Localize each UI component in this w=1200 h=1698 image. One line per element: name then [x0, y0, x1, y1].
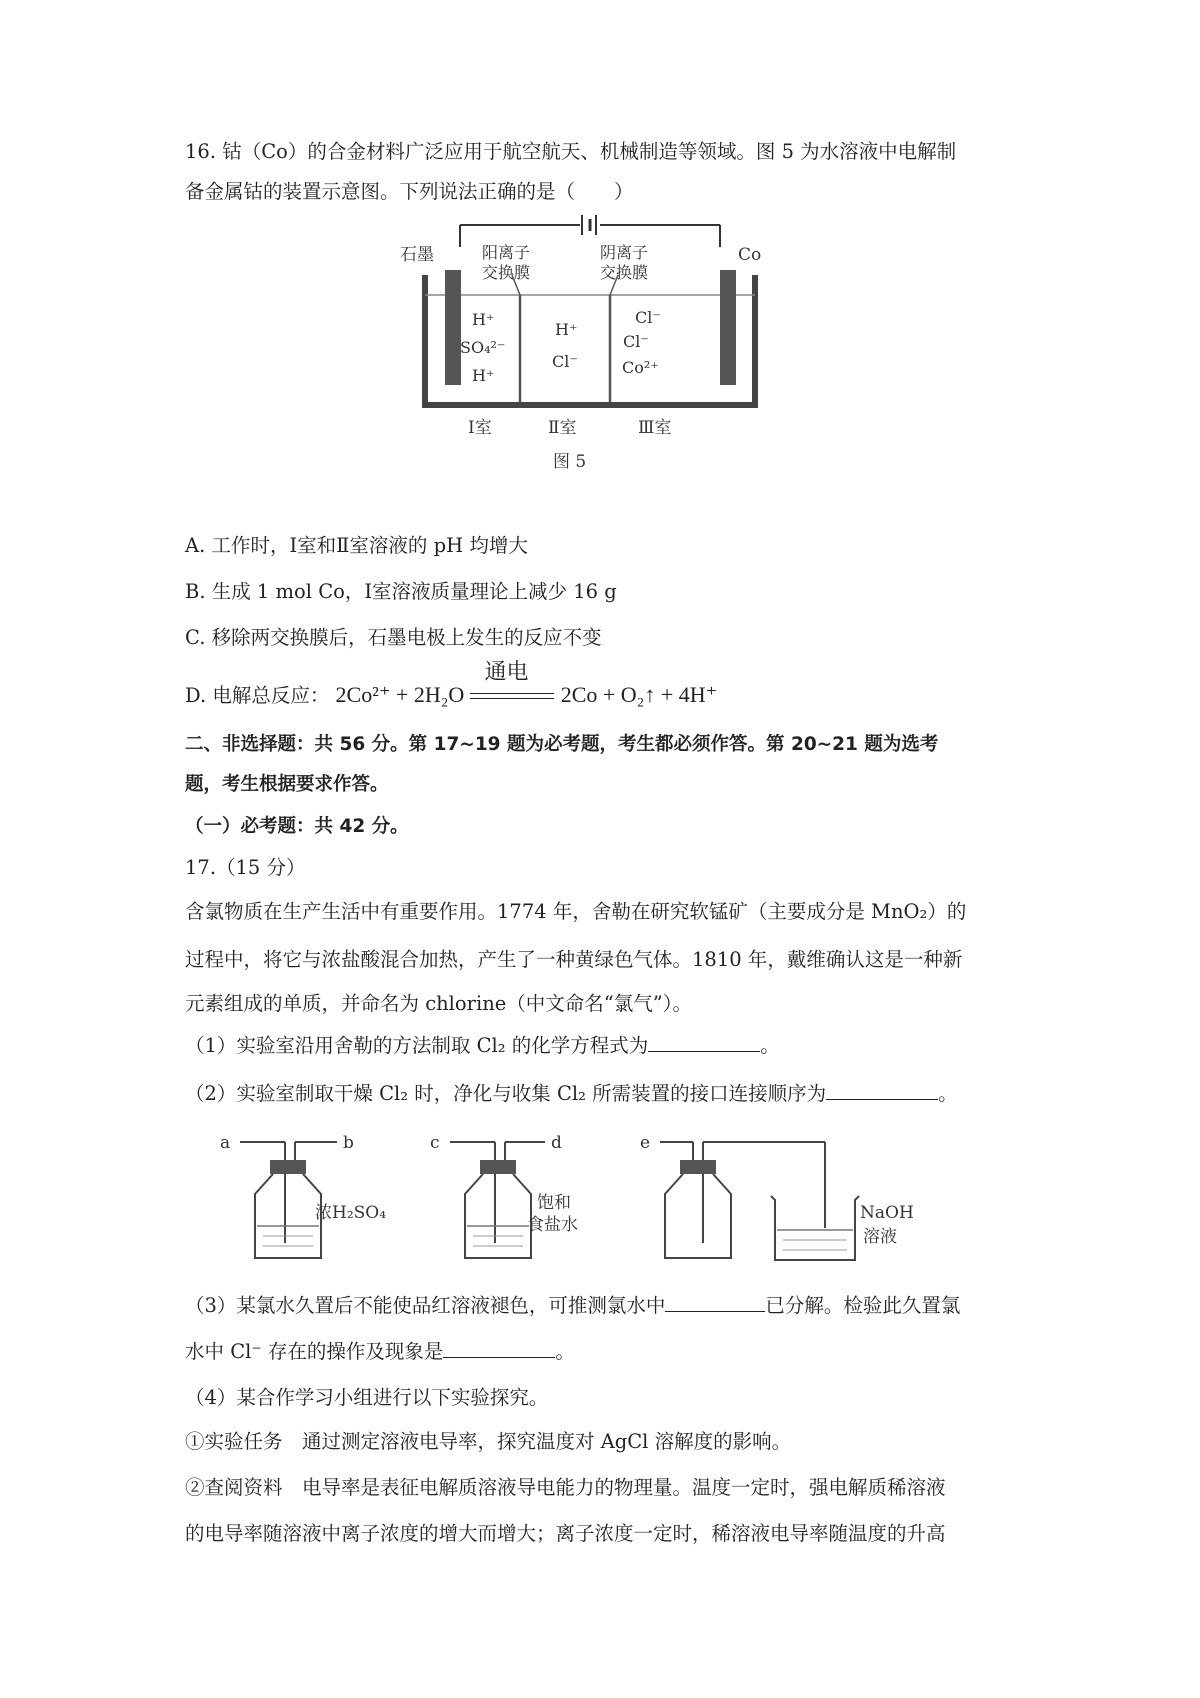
port-d: d	[551, 1133, 562, 1153]
section2-line2: 题，考生根据要求作答。	[185, 774, 389, 795]
q17-ref-line1: ②查阅资料 电导率是表征电解质溶液导电能力的物理量。温度一定时，强电解质稀溶液	[185, 1476, 946, 1499]
apparatus-figure	[215, 1118, 985, 1268]
answer-blank[interactable]	[443, 1339, 555, 1358]
q17-q3-text-4: 。	[555, 1340, 575, 1363]
port-c: c	[430, 1133, 440, 1153]
reaction-arrow	[470, 659, 554, 707]
q17-p1-line3: 元素组成的单质，并命名为 chlorine（中文命名“氯气”）。	[185, 992, 693, 1015]
q17-ref-line2: 的电导率随溶液中离子浓度的增大而增大；离子浓度一定时，稀溶液电导率随温度的升高	[185, 1522, 946, 1545]
option-a: A. 工作时，Ⅰ室和Ⅱ室溶液的 pH 均增大	[185, 534, 528, 557]
room3-ion-2: Cl⁻	[623, 332, 649, 351]
q17-q2-text: （2）实验室制取干燥 Cl₂ 时，净化与收集 Cl₂ 所需装置的接口连接顺序为	[185, 1082, 827, 1105]
port-a: a	[220, 1133, 231, 1153]
q17-p1-line1: 含氯物质在生产生活中有重要作用。1774 年，舍勒在研究软锰矿（主要成分是 MnO₂）的	[185, 900, 967, 923]
label-naoh: NaOH	[860, 1203, 914, 1223]
label-solution: 溶液	[863, 1227, 897, 1247]
section2-line1: 二、非选择题：共 56 分。第 17~19 题为必考题，考生都必须作答。第 20~21 题为选考	[185, 734, 939, 755]
q17-q3-line2	[185, 1336, 575, 1364]
port-e: e	[640, 1133, 651, 1153]
option-d-left: 2Co²⁺ + 2H₂O	[335, 682, 465, 707]
q17-q3-text-1: （3）某氯水久置后不能使品红溶液褪色，可推测氯水中	[185, 1294, 666, 1317]
room2-label: Ⅱ室	[548, 418, 577, 438]
q17-task: ①实验任务 通过测定溶液电导率，探究温度对 AgCl 溶解度的影响。	[185, 1430, 792, 1453]
q17-q3-line1	[185, 1290, 960, 1318]
room1-ion-1: H⁺	[472, 310, 495, 329]
q17-q3-text-3: 水中 Cl⁻ 存在的操作及现象是	[185, 1340, 444, 1363]
label-co: Co	[738, 245, 762, 265]
bottle-saturated-brine	[430, 1133, 578, 1258]
answer-blank[interactable]	[665, 1293, 765, 1312]
reaction-condition: 通电	[484, 659, 529, 685]
graphite-electrode	[445, 270, 461, 385]
room1-label: Ⅰ室	[468, 418, 492, 438]
label-brine: 食盐水	[527, 1215, 578, 1235]
label-conc-h2so4: 浓H₂SO₄	[315, 1203, 387, 1223]
label-cation-membrane-1: 阳离子	[482, 243, 531, 262]
room3-label: Ⅲ室	[638, 418, 672, 438]
answer-blank[interactable]	[648, 1033, 760, 1052]
room1-ion-3: H⁺	[472, 366, 495, 385]
answer-blank[interactable]	[826, 1081, 938, 1100]
option-d	[185, 659, 718, 708]
label-graphite: 石墨	[400, 245, 434, 265]
cobalt-electrode	[720, 270, 736, 385]
label-saturated: 饱和	[537, 1193, 571, 1213]
q16-line2: 备金属钴的装置示意图。下列说法正确的是（ ）	[185, 180, 634, 203]
q16-line1: 16. 钴（Co）的合金材料广泛应用于航空航天、机械制造等领域。图 5 为水溶液中电解制	[185, 140, 957, 163]
label-anion-membrane-2: 交换膜	[600, 263, 649, 282]
q17-q2	[185, 1078, 958, 1106]
bottle-conc-h2so4	[220, 1133, 386, 1258]
q17-q1-end: 。	[760, 1034, 780, 1057]
q17-p1-line2: 过程中，将它与浓盐酸混合加热，产生了一种黄绿色气体。1810 年，戴维确认这是一种新	[185, 948, 963, 971]
option-b: B. 生成 1 mol Co，Ⅰ室溶液质量理论上减少 16 g	[185, 580, 617, 603]
room2-ion-2: Cl⁻	[552, 352, 578, 371]
label-anion-membrane-1: 阴离子	[600, 243, 649, 262]
q17-q1-text: （1）实验室沿用舍勒的方法制取 Cl₂ 的化学方程式为	[185, 1034, 649, 1057]
option-d-right: 2Co + O₂↑ + 4H⁺	[560, 682, 718, 707]
figure-caption: 图 5	[553, 452, 587, 472]
figure-5-electrolysis	[400, 205, 762, 475]
room2-ion-1: H⁺	[555, 320, 578, 339]
q17-header: 17.（15 分）	[185, 856, 306, 879]
section2-sub1: （一）必考题：共 42 分。	[185, 816, 409, 837]
room3-ion-3: Co²⁺	[622, 358, 659, 377]
q17-q3-text-2: 已分解。检验此久置氯	[765, 1294, 961, 1317]
room1-ion-2: SO₄²⁻	[460, 338, 506, 357]
option-d-prefix: D. 电解总反应：	[185, 684, 330, 707]
option-c: C. 移除两交换膜后，石墨电极上发生的反应不变	[185, 626, 602, 649]
collection-bottle-and-beaker	[640, 1133, 914, 1260]
room3-ion-1: Cl⁻	[635, 308, 661, 327]
label-cation-membrane-2: 交换膜	[482, 263, 531, 282]
q17-q4: （4）某合作学习小组进行以下实验探究。	[185, 1386, 549, 1409]
q17-q1	[185, 1030, 780, 1058]
q17-q2-end: 。	[938, 1082, 958, 1105]
port-b: b	[343, 1133, 354, 1153]
